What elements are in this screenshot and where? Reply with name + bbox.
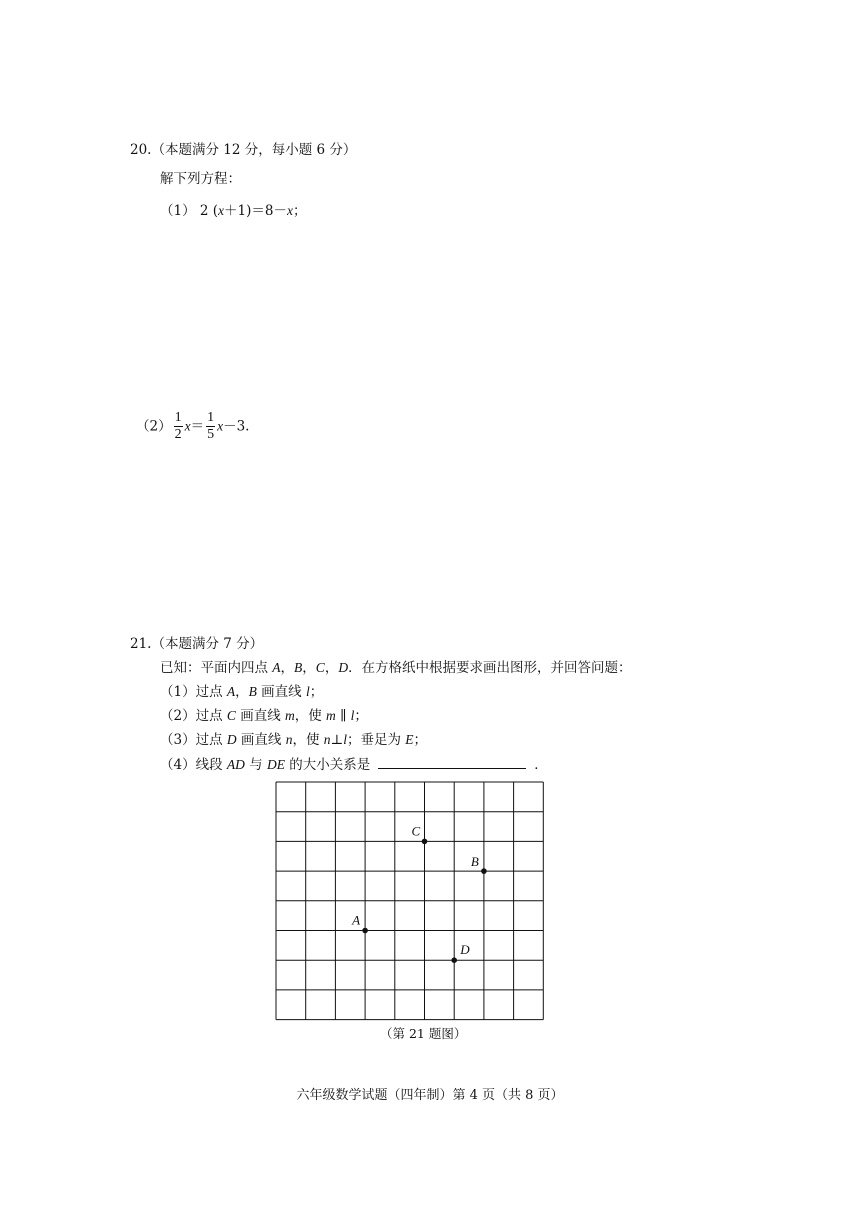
point-B-ref: B [294,660,303,675]
item-text: 画直线 [236,732,286,748]
item-text: ，使 [292,732,324,748]
point-B-label: B [470,854,479,870]
comma: ， [280,660,295,676]
comma: ， [235,684,249,700]
q20-part1-pre: 2 ( [199,203,219,219]
point-B-ref: B [248,684,257,699]
intro-text: 已知：平面内四点 [160,660,273,676]
line-m-ref: m [285,708,295,723]
line-m-ref: m [326,708,336,723]
item-end: ； [413,732,428,748]
q20-part2-var2: x [217,418,224,434]
item-text: 的大小关系是 [284,757,371,773]
q20-part1-post: ； [293,203,307,219]
q20-part2-tail: －3. [223,418,250,435]
line-l-ref: l [343,732,347,747]
q20-score-note: （本题满分 12 分，每小题 6 分） [151,142,357,158]
q21-figure-caption: （第 21 题图） [380,1026,467,1041]
fraction-numerator: 1 [174,410,183,427]
fraction-denominator: 5 [207,427,215,443]
line-n-ref: n [285,732,293,747]
q20-part2-equals: ＝ [190,418,205,435]
q20-part2-label: （2） [136,418,172,435]
item-text: 线段 [195,757,227,773]
line-l-ref: l [305,684,310,699]
point-C-ref: C [226,708,236,723]
item-label: （2） [160,708,196,724]
point-C-ref: C [315,660,325,675]
fraction-numerator: 1 [206,410,215,427]
q20-part1-mid: ＋1)＝8－ [224,203,287,219]
point-A-label: A [352,912,361,928]
comma: ， [324,660,339,676]
perpendicular-symbol: ⊥ [330,732,344,748]
item-text: ，使 [294,708,327,724]
item-label: （1） [160,684,196,700]
q21-score-note: （本题满分 7 分） [151,636,264,652]
q20-part2-var1: x [184,418,191,434]
item-text: 过点 [195,732,227,748]
item-end: ； [354,708,368,724]
parallel-symbol: ∥ [335,708,351,724]
item-label: （3） [160,732,196,748]
q20-part1-label: （1） [160,203,196,219]
page-footer: 六年级数学试题（四年制）第 4 页（共 8 页） [296,1088,564,1103]
comma: ， [302,660,316,676]
item-label: （4） [160,757,196,773]
point-B-dot [481,868,487,874]
point-D-dot [451,957,457,963]
point-C-label: C [411,823,421,839]
line-n-ref: n [323,732,331,747]
point-D-label: D [460,942,470,958]
item-text: 画直线 [235,708,285,724]
point-E-ref: E [405,732,414,747]
item-text: 画直线 [256,684,306,700]
q20-instruction: 解下列方程： [160,171,241,187]
q21-number: 21. [130,636,152,652]
fraction-denominator: 2 [174,427,182,443]
point-A-dot [362,928,368,934]
item-text: ；垂足为 [347,732,406,748]
item-text: 过点 [195,684,227,700]
item-end: ． [534,757,548,773]
item-text: 与 [244,757,267,773]
q20-part1-var1: x [218,203,225,218]
point-C-dot [422,839,428,845]
q20-number: 20. [130,142,152,158]
q20-part1-var2: x [287,203,293,218]
point-D-ref: D [338,660,349,675]
point-D-ref: D [226,732,237,747]
intro-text: ．在方格纸中根据要求画出图形，并回答问题： [348,660,632,676]
segment-AD-ref: AD [226,757,245,772]
point-A-ref: A [272,660,281,675]
item-end: ； [309,684,324,700]
line-l-ref: l [350,708,355,723]
segment-DE-ref: DE [266,757,285,772]
point-A-ref: A [226,684,236,699]
item-text: 过点 [195,708,227,724]
